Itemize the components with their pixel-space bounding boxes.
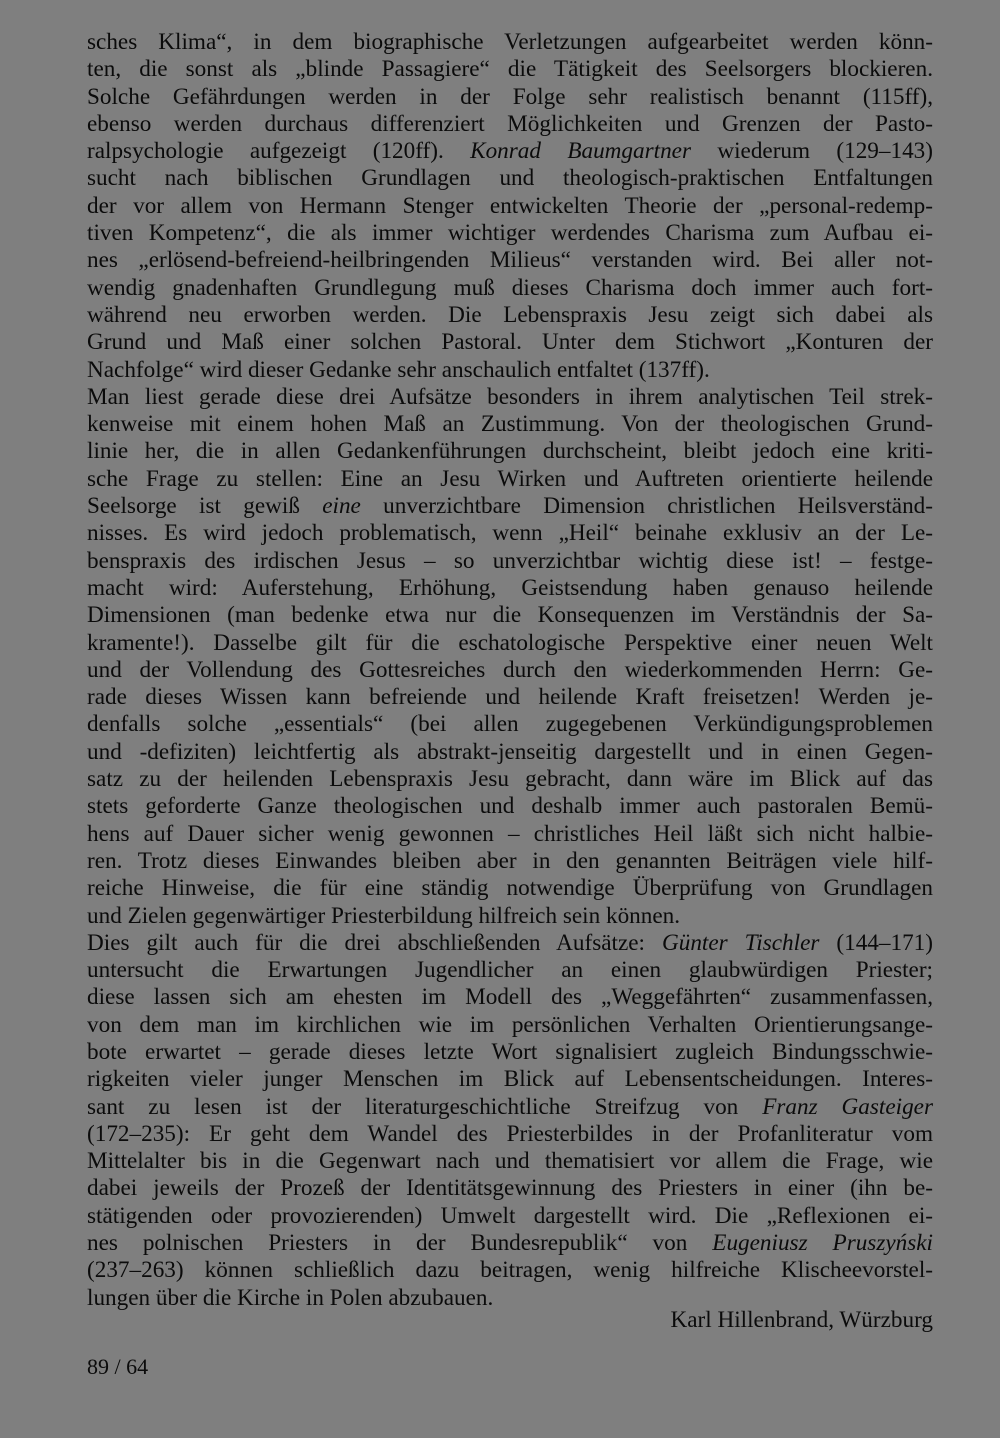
- author-name: Franz Gasteiger: [762, 1093, 933, 1120]
- text-line: [87, 438, 933, 465]
- line-text: denfalls solche „essentials“ (bei allen zugegebenen Verkündigungsproblemen: [87, 711, 933, 738]
- author-name: Eugeniusz Pruszyński: [712, 1230, 934, 1257]
- line-text: nes „erlösend-befreiend-heilbringenden Milieus“ verstanden wird. Bei aller not-: [87, 247, 933, 274]
- line-text: hens auf Dauer sicher wenig gewonnen – christliches Heil läßt sich nicht halbie-: [87, 820, 933, 847]
- line-text: sucht nach biblischen Grundlagen und theologisch-praktischen Entfaltungen: [87, 165, 933, 192]
- line-text: und -defiziten) leichtfertig als abstrakt-jenseitig dargestellt und in einen Gegen-: [87, 738, 933, 765]
- text-line: [87, 739, 933, 766]
- line-text: ten, die sonst als „blinde Passagiere“ die Tätigkeit des Seelsorgers blockieren.: [87, 56, 933, 83]
- line-text: tiven Kompetenz“, die als immer wichtiger werdendes Charisma zum Aufbau ei-: [87, 220, 933, 247]
- line-text: untersucht die Erwartungen Jugendlicher an einen glaubwürdigen Priester;: [87, 957, 933, 984]
- signature: Karl Hillenbrand, Würzburg: [670, 1307, 933, 1333]
- text-line: [87, 84, 933, 111]
- line-text: (237–263) können schließlich dazu beitragen, wenig hilfreiche Klischeevorstel-: [87, 1257, 933, 1284]
- line-text: kenweise mit einem hohen Maß an Zustimmung. Von der theologischen Grund-: [87, 411, 933, 438]
- text-line: [87, 821, 933, 848]
- author-name: Günter Tischler: [662, 929, 820, 956]
- text-line: [87, 247, 933, 274]
- text-line: [87, 1012, 933, 1039]
- text-line: [87, 1121, 933, 1148]
- line-text: sche Frage zu stellen: Eine an Jesu Wirken und Auftreten orientierte heilende: [87, 465, 933, 492]
- line-text: ebenso werden durchaus differenziert Möglichkeiten und Grenzen der Pasto-: [87, 110, 933, 137]
- text-line: [87, 1175, 933, 1202]
- line-text: der vor allem von Hermann Stenger entwickelten Theorie der „personal-redemp-: [87, 192, 933, 219]
- text-line: [87, 56, 933, 83]
- text-line: [87, 111, 933, 138]
- text-line: [87, 548, 933, 575]
- text-line: [87, 29, 933, 56]
- line-text: (172–235): Er geht dem Wandel des Priesterbildes in der Profanliteratur vom: [87, 1120, 933, 1147]
- line-text: reiche Hinweise, die für eine ständig notwendige Überprüfung von Grundlagen: [87, 875, 933, 902]
- line-text: von dem man im kirchlichen wie im persönlichen Verhalten Orientierungsange-: [87, 1011, 933, 1038]
- text-line: [87, 903, 933, 930]
- text-line: [87, 848, 933, 875]
- text-line: [87, 384, 933, 411]
- text-line: [87, 357, 933, 384]
- line-text: Mittelalter bis in die Gegenwart nach und thematisiert vor allem die Frage, wie: [87, 1148, 933, 1175]
- line-text: diese lassen sich am ehesten im Modell des „Weggefährten“ zusammenfassen,: [87, 984, 933, 1011]
- line-text-after: wiederum (129–143): [691, 138, 933, 165]
- text-line: [87, 275, 933, 302]
- line-text: Man liest gerade diese drei Aufsätze besonders in ihrem analytischen Teil strek-: [87, 383, 933, 410]
- text-line: [87, 875, 933, 902]
- line-text: wendig gnadenhaften Grundlegung muß dieses Charisma doch immer auch fort-: [87, 274, 933, 301]
- line-text: Nachfolge“ wird dieser Gedanke sehr anschaulich entfaltet (137ff).: [87, 356, 710, 383]
- line-text: linie her, die in allen Gedankenführungen durchscheint, bleibt jedoch eine kriti-: [87, 438, 933, 465]
- line-text: und Zielen gegenwärtiger Priesterbildung hilfreich sein können.: [87, 902, 681, 929]
- text-line: [87, 520, 933, 547]
- author-name: Konrad Baumgartner: [470, 138, 691, 165]
- text-line: [87, 1094, 933, 1121]
- text-line: [87, 302, 933, 329]
- text-line: [87, 1066, 933, 1093]
- text-line: [87, 630, 933, 657]
- line-text: satz zu der heilenden Lebenspraxis Jesu gebracht, dann wäre im Blick auf das: [87, 766, 933, 793]
- line-text: kramente!). Dasselbe gilt für die eschatologische Perspektive einer neuen Welt: [87, 629, 933, 656]
- text-line: [87, 1230, 933, 1257]
- text-line: [87, 575, 933, 602]
- line-text: während neu erworben werden. Die Lebenspraxis Jesu zeigt sich dabei als: [87, 301, 933, 328]
- text-line: [87, 766, 933, 793]
- line-text: Grund und Maß einer solchen Pastoral. Unter dem Stichwort „Konturen der: [87, 329, 933, 356]
- line-text: Dimensionen (man bedenke etwa nur die Konsequenzen im Verständnis der Sa-: [87, 602, 933, 629]
- line-text: nisses. Es wird jedoch problematisch, wenn „Heil“ beinahe exklusiv an der Le-: [87, 520, 933, 547]
- text-line: [87, 193, 933, 220]
- line-text: Dies gilt auch für die drei abschließenden Aufsätze:: [87, 929, 662, 956]
- line-text: sant zu lesen ist der literaturgeschichtliche Streifzug von: [87, 1093, 763, 1120]
- text-line: [87, 1257, 933, 1284]
- line-text: ralpsychologie aufgezeigt (120ff).: [87, 138, 471, 165]
- line-text: Seelsorge ist gewiß: [87, 493, 323, 520]
- text-line: [87, 1203, 933, 1230]
- text-line: [87, 493, 933, 520]
- line-text: rade dieses Wissen kann befreiende und heilende Kraft freisetzen! Werden je-: [87, 684, 933, 711]
- text-line: [87, 684, 933, 711]
- text-line: [87, 957, 933, 984]
- review-text: [87, 29, 933, 1312]
- line-text: benspraxis des irdischen Jesus – so unverzichtbar wichtig diese ist! – festge-: [87, 547, 933, 574]
- text-line: [87, 165, 933, 192]
- line-text-after: unverzichtbare Dimension christlichen Heilsverständ-: [360, 493, 933, 520]
- page-number: 89 / 64: [87, 1354, 149, 1379]
- line-text: dabei jeweils der Prozeß der Identitätsgewinnung des Priesters in einer (ihn be-: [87, 1175, 933, 1202]
- line-text: ren. Trotz dieses Einwandes bleiben aber in den genannten Beiträgen viele hilf-: [87, 847, 933, 874]
- text-line: [87, 411, 933, 438]
- line-text: bote erwartet – gerade dieses letzte Wort signalisiert zugleich Bindungsschwie-: [87, 1038, 933, 1065]
- text-line: [87, 930, 933, 957]
- line-text: lungen über die Kirche in Polen abzubauen.: [87, 1284, 494, 1311]
- line-text: und der Vollendung des Gottesreiches durch den wiederkommenden Herrn: Ge-: [87, 656, 933, 683]
- text-line: [87, 984, 933, 1011]
- author-name: eine: [322, 493, 361, 520]
- text-line: [87, 793, 933, 820]
- text-line: [87, 602, 933, 629]
- line-text-after: (144–171): [819, 929, 933, 956]
- text-line: [87, 657, 933, 684]
- text-line: [87, 1039, 933, 1066]
- text-line: [87, 711, 933, 738]
- text-line: [87, 466, 933, 493]
- line-text: stätigenden oder provozierenden) Umwelt dargestellt wird. Die „Reflexionen ei-: [87, 1202, 933, 1229]
- line-text: sches Klima“, in dem biographische Verletzungen aufgearbeitet werden könn-: [87, 29, 933, 55]
- text-line: [87, 220, 933, 247]
- text-line: [87, 1148, 933, 1175]
- line-text: Solche Gefährdungen werden in der Folge sehr realistisch benannt (115ff),: [87, 83, 933, 110]
- text-line: [87, 329, 933, 356]
- line-text: stets geforderte Ganze theologischen und deshalb immer auch pastoralen Bemü-: [87, 793, 933, 820]
- line-text: rigkeiten vieler junger Menschen im Blick auf Lebensentscheidungen. Interes-: [87, 1066, 933, 1093]
- line-text: macht wird: Auferstehung, Erhöhung, Geistsendung haben genauso heilende: [87, 574, 933, 601]
- text-line: [87, 138, 933, 165]
- line-text: nes polnischen Priesters in der Bundesrepublik“ von: [87, 1230, 713, 1257]
